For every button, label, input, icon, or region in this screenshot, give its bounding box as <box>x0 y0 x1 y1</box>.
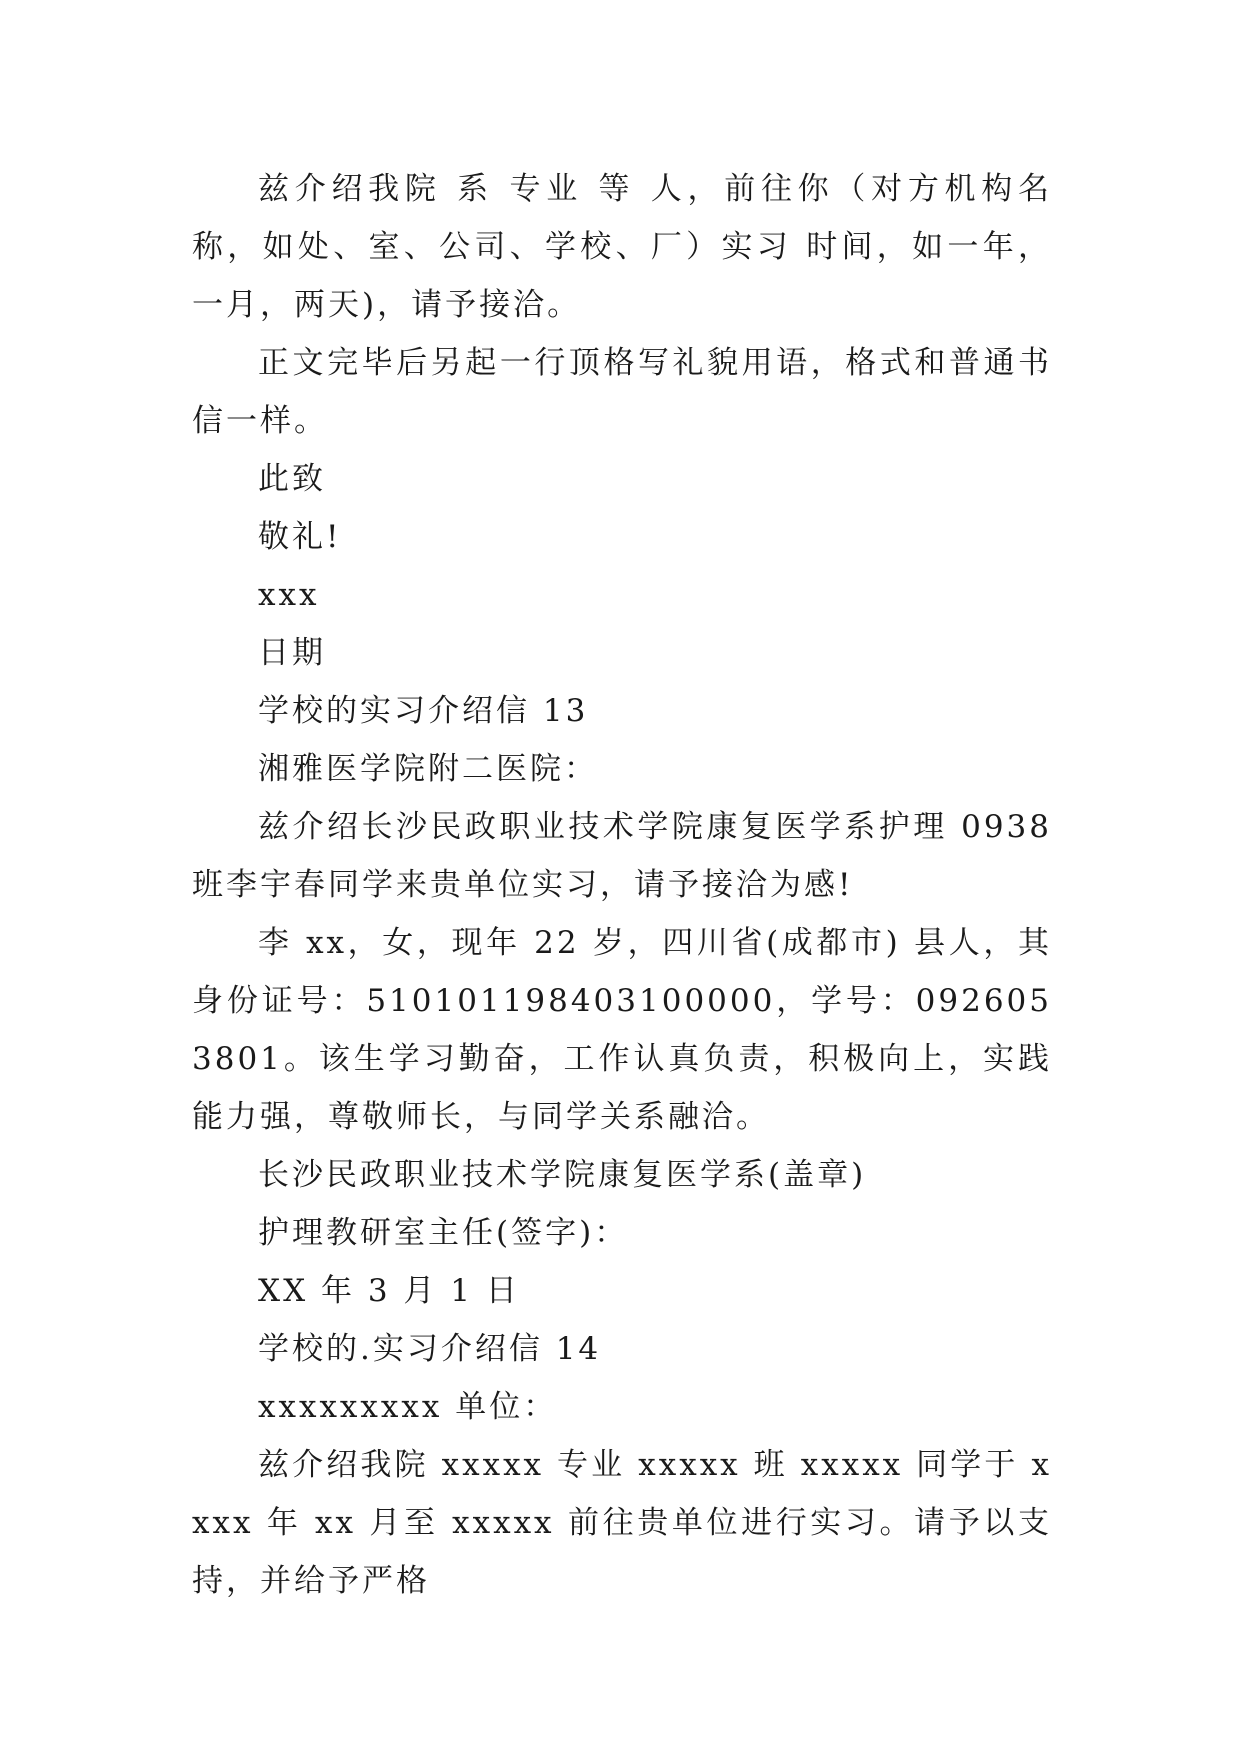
paragraph-introduction-student: 兹介绍长沙民政职业技术学院康复医学系护理 0938 班李宇春同学来贵单位实习，请予接洽为感! <box>192 809 1052 903</box>
paragraph-introduction-template-2: 兹介绍我院 xxxxx 专业 xxxxx 班 xxxxx 同学于 xxxx 年 xx 月至 xxxxx 前往贵单位进行实习。请予以支持，并给予严格 <box>192 1447 1052 1599</box>
signature-date-2: XX 年 3 月 1 日 <box>258 1273 520 1309</box>
signature-date: 日期 <box>258 635 326 671</box>
signature-name: xxx <box>258 577 320 613</box>
signature-director: 护理教研室主任(签字)： <box>258 1215 629 1251</box>
recipient-unit: xxxxxxxxx 单位： <box>258 1389 558 1425</box>
recipient-hospital: 湘雅医学院附二医院： <box>258 751 598 787</box>
paragraph-closing-note: 正文完毕后另起一行顶格写礼貌用语，格式和普通书信一样。 <box>192 345 1052 439</box>
section-heading-14: 学校的.实习介绍信 14 <box>258 1331 602 1367</box>
salutation-cizhi: 此致 <box>258 461 326 497</box>
paragraph-student-details: 李 xx，女，现年 22 岁，四川省(成都市) 县人，其身份证号：510101198403100000，学号：0926053801。该生学习勤奋，工作认真负责，积极向上，实践能力强，尊敬师长，与同学关系融洽。 <box>192 925 1052 1135</box>
paragraph-introduction-template: 兹介绍我院 系 专业 等 人，前往你（对方机构名称，如处、室、公司、学校、厂）实习 时间，如一年，一月，两天)，请予接洽。 <box>192 171 1052 323</box>
document-body <box>192 160 1052 1610</box>
section-heading-13: 学校的实习介绍信 13 <box>258 693 589 729</box>
salutation-jingli: 敬礼! <box>258 519 342 555</box>
signature-department-seal: 长沙民政职业技术学院康复医学系(盖章) <box>258 1157 867 1193</box>
